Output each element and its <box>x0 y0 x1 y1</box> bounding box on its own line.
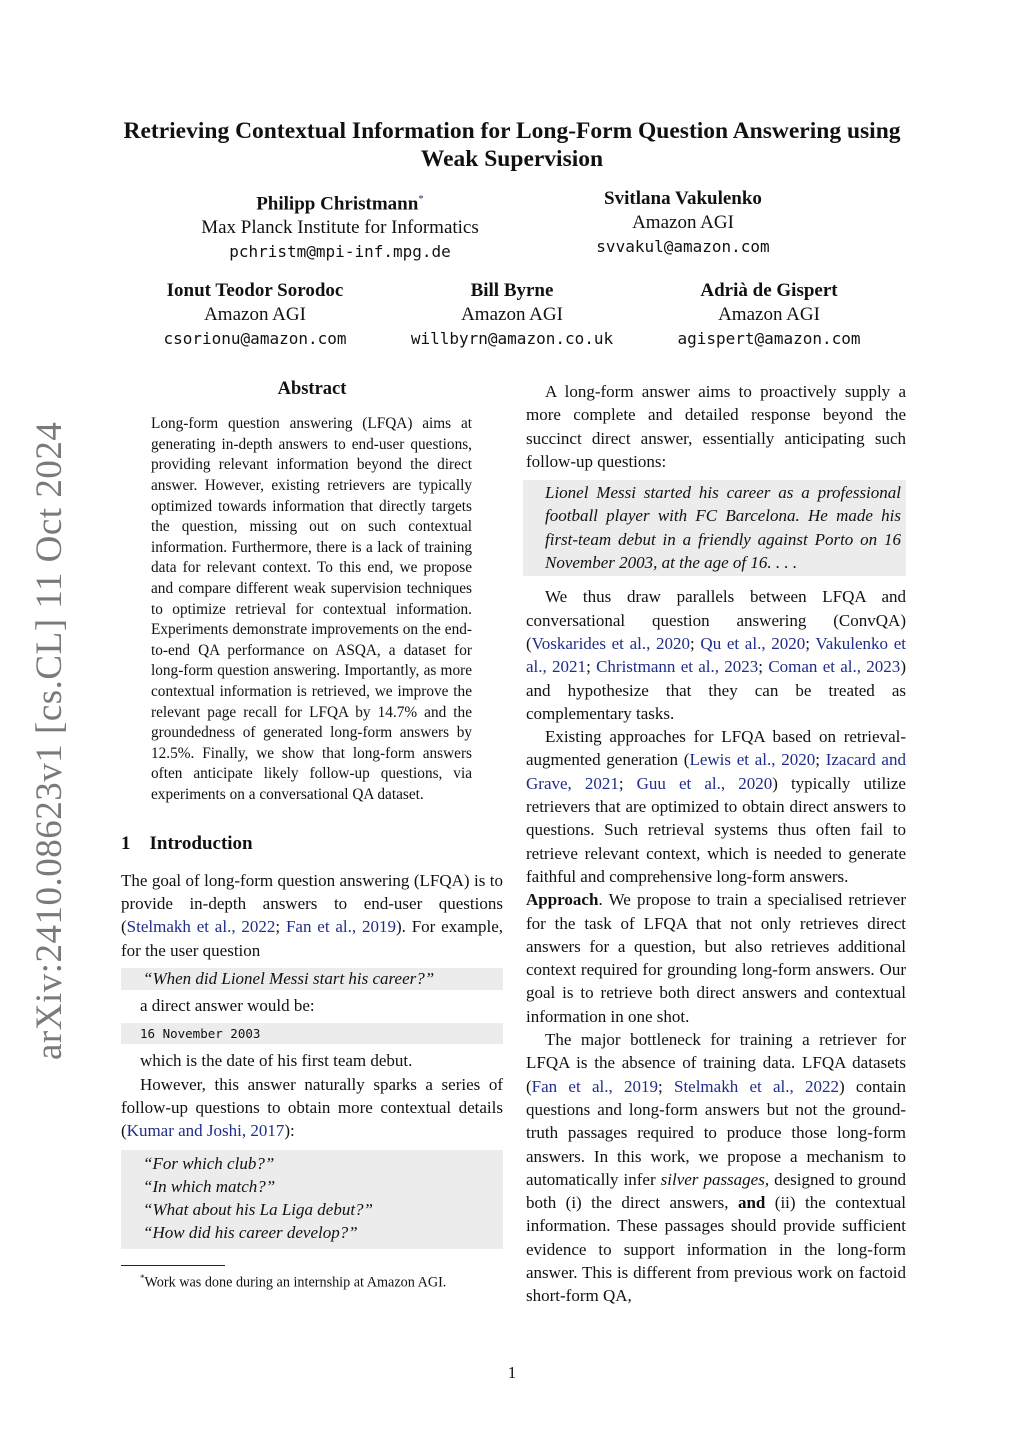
author-block <box>395 279 629 351</box>
author-email[interactable]: willbyrn@amazon.co.uk <box>410 329 614 348</box>
left-column <box>121 378 503 1292</box>
followup-question: “What about his La Liga debut?” <box>143 1200 374 1220</box>
followup-question: “In which match?” <box>143 1176 276 1196</box>
citation-link[interactable]: Stelmakh et al., 2022 <box>673 1076 840 1096</box>
direct-answer-note: which is the date of his first team debut. <box>140 1051 413 1071</box>
abstract-text: Long-form question answering (LFQA) aims at generating in-depth answers to end-user questions, providing relevant information beyond the direct answer. However, existing retrievers are typically optimized towards information that directly targets the question, missing out on such contextual information. Furthermore, there is a lack of training data for relevant context. To this end, we propose and compare different weak supervision techniques to optimize retrieval for contextual information. Experiments demonstrate improvements on the end-to-end QA performance on ASQA, a dataset for long-form question answering. Importantly, as more contextual information is retrieved, we improve the relevant page recall for LFQA by 14.7% and the groundedness of generated long-form answers by 12.5%. Finally, we show that long-form answers often anticipate likely follow-up questions, via experiments on a conversational QA dataset. <box>151 415 472 803</box>
body-paragraph: Existing approaches for LFQA based on retrieval-augmented generation (Lewis et al., 2020; Izacard and Grave, 2021; Guu et al., 2020) typically utilize retrievers that are optimized to obtain direct answers to questions. Such retrieval systems thus often fail to retrieve relevant context, which is needed to generate faithful and comprehensive long-form answers. <box>526 727 906 886</box>
author-affiliation: Amazon AGI <box>632 212 734 233</box>
approach-paragraph: Approach. We propose to train a specialised retriever for the task of LFQA that not only retrieves direct answers for a question, but also retrieves additional context required for grounding long-form answers. Our goal is to retrieve both direct answers and contextual information in one shot. <box>526 890 906 1026</box>
citation-link[interactable]: Qu et al., 2020 <box>700 633 806 653</box>
body-paragraph: A long-form answer aims to proactively supply a more complete and detailed response beyond the succinct direct answer, essentially anticipating such follow-up questions: <box>526 382 906 471</box>
example-question: “When did Lionel Messi start his career?” <box>121 968 503 990</box>
author-name: Bill Byrne <box>470 280 554 301</box>
abstract-heading: Abstract <box>277 379 347 399</box>
author-name: Svitlana Vakulenko <box>604 188 762 209</box>
intro-paragraph: However, this answer naturally sparks a series of follow-up questions to obtain more contextual details (Kumar and Joshi, 2017): <box>121 1074 503 1141</box>
author-name: Philipp Christmann <box>256 193 419 215</box>
citation-link[interactable]: Vakulenko et al., 2021 <box>526 633 906 677</box>
citation-link[interactable]: Fan et al., 2019 <box>531 1076 658 1096</box>
author-block <box>140 279 370 351</box>
long-form-answer-example: Lionel Messi started his career as a professional football player with FC Barcelona. He made his first-team debut in a friendly against Porto on 16 November 2003, at the age of 16. . . . <box>523 480 906 576</box>
citation-link[interactable]: Izacard and Grave, 2021 <box>526 750 906 793</box>
followup-questions <box>121 1150 503 1249</box>
citation-link[interactable]: Lewis et al., 2020 <box>689 750 816 770</box>
citation-link[interactable]: Christmann et al., 2023 <box>596 657 759 677</box>
author-affiliation: Max Planck Institute for Informatics <box>201 217 479 239</box>
citation-link[interactable]: Voskarides et al., 2020 <box>531 633 691 653</box>
page-number: 1 <box>507 1363 517 1382</box>
direct-answer-intro: a direct answer would be: <box>140 996 315 1016</box>
author-affiliation: Amazon AGI <box>204 304 306 325</box>
author-email[interactable]: agispert@amazon.com <box>677 329 861 348</box>
paper-title: Retrieving Contextual Information for Long-Form Question Answering using Weak Supervision <box>123 118 901 172</box>
author-affiliation: Amazon AGI <box>461 304 563 325</box>
author-name: Ionut Teodor Sorodoc <box>166 280 344 301</box>
author-block <box>553 187 813 259</box>
citation-link[interactable]: Stelmakh et al., 2022 <box>126 917 276 937</box>
direct-answer: 16 November 2003 <box>121 1023 503 1044</box>
body-paragraph: The major bottleneck for training a retriever for LFQA is the absence of training data. LFQA datasets (Fan et al., 2019; Stelmakh et al., 2022) contain questions and long-form answers but not the ground-truth passages required to produce those long-form answers. In this work, we propose a mechanism to automatically infer silver passages, designed to ground both (i) the direct answers, and (ii) the contextual information. These passages should provide sufficient evidence to support information in the long-form answer. This is different from previous work on factoid short-form QA, <box>526 1030 907 1306</box>
followup-question: “For which club?” <box>143 1153 275 1173</box>
arxiv-identifier: arXiv:2410.08623v1 [cs.CL] 11 Oct 2024 <box>29 421 70 1060</box>
right-column <box>526 380 906 1308</box>
footnote-marker[interactable]: * <box>418 193 424 205</box>
intro-paragraph: The goal of long-form question answering (LFQA) is to provide in-depth answers to end-user questions (Stelmakh et al., 2022; Fan et al., 2019). For example, for the user question <box>121 870 503 960</box>
author-name: Adrià de Gispert <box>700 280 838 301</box>
author-email[interactable]: csorionu@amazon.com <box>163 329 347 348</box>
citation-link[interactable]: Kumar and Joshi, 2017 <box>126 1121 285 1141</box>
author-email[interactable]: pchristm@mpi-inf.mpg.de <box>229 242 451 262</box>
author-block <box>170 187 510 264</box>
body-paragraph: We thus draw parallels between LFQA and conversational question answering (ConvQA) (Voskarides et al., 2020; Qu et al., 2020; Vakulenko et al., 2021; Christmann et al., 2023; Coman et al., 2023) and hypothesize that they can be treated as complementary tasks. <box>526 587 906 723</box>
citation-link[interactable]: Coman et al., 2023 <box>768 657 901 677</box>
footnote: *Work was done during an internship at Amazon AGI. <box>140 1272 447 1291</box>
author-affiliation: Amazon AGI <box>718 304 820 325</box>
author-email[interactable]: svvakul@amazon.com <box>596 237 770 256</box>
approach-label: Approach <box>526 890 599 910</box>
author-block <box>660 279 878 351</box>
citation-link[interactable]: Fan et al., 2019 <box>285 917 396 937</box>
section-heading-introduction: 1 Introduction <box>121 832 253 854</box>
citation-link[interactable]: Guu et al., 2020 <box>636 773 773 793</box>
footnote-rule <box>121 1265 225 1266</box>
followup-question: “How did his career develop?” <box>143 1223 358 1243</box>
